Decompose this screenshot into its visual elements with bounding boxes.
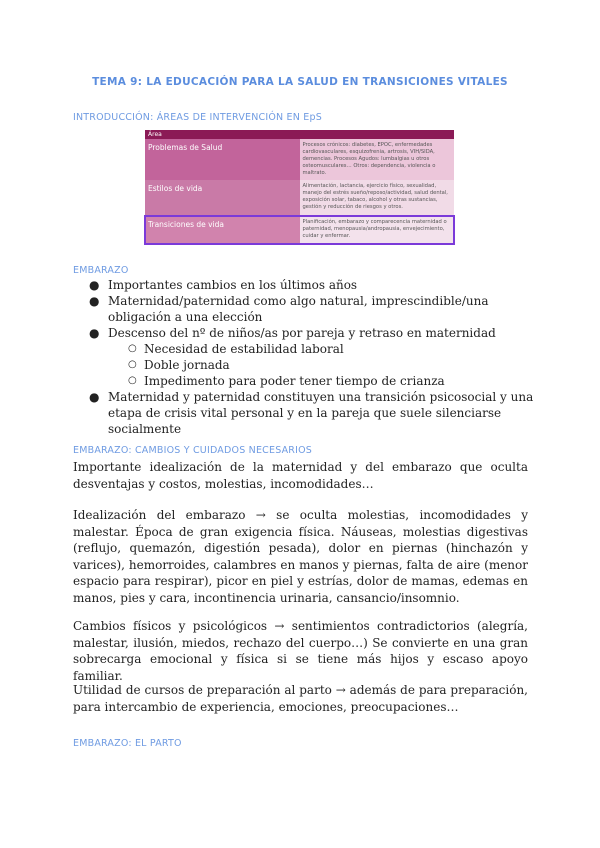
table-cell-desc: Alimentación, lactancia, ejercicio físico, sexualidad, manejo del estrés sueño/reposo/actividad, salud dental, exposición solar, tabaco, alcohol y otras sustancias, gestión y reducción de riesgos y otros. [300,180,455,216]
bullet-icon: ● [89,390,100,404]
paragraph: Utilidad de cursos de preparación al parto → además de para preparación, para intercambio de experiencia, emociones, preocupaciones… [73,683,528,714]
embarazo-bullet-list [78,277,538,437]
table-cell-desc: Procesos crónicos: diabetes, EPOC, enfermedades cardiovasculares, esquizofrenia, artrosis, VIH/SIDA, demencias. Procesos Agudos: lumbalgias u otros osteomusculares… Otros: dependencia, violencia o maltrato. [300,139,455,180]
table-cell-desc: Planificación, embarazo y comparecencia maternidad o paternidad, menopausia/andropausia, envejecimiento, cuidar y enfermar. [300,216,455,244]
table-row [145,180,454,216]
list-item: ● Importantes cambios en los últimos años [89,278,358,292]
parto-heading: EMBARAZO: EL PARTO [73,738,182,749]
cambios-heading: EMBARAZO: CAMBIOS Y CUIDADOS NECESARIOS [73,445,313,456]
bullet-icon: ● [89,326,100,340]
bullet-icon: ● [89,278,100,292]
table-cell-area: Problemas de Salud [145,139,300,180]
intervention-areas-table [145,130,454,244]
paragraph: Idealización del embarazo → se oculta molestias, incomodidades y malestar. Época de gran exigencia física. Náuseas, molestias digestivas (reflujo, quemazón, digestión pesada), dolor en piernas (hinchazón y varices), hemorroides, calambres en manos y piernas, falta de aire (menor espacio para respirar), picor en piel y estrías, dolor de mamas, edemas en manos, pies y cara, incontinencia urinaria, cansancio/insomnio. [73,508,528,605]
list-item: ● Maternidad y paternidad constituyen una transición psicosocial y una etapa de crisis vital personal y en la pareja que suele silenciarse socialmente [89,390,534,436]
table-row-highlighted [145,216,454,244]
bullet-icon: ● [89,294,100,308]
intro-heading: INTRODUCCIÓN: ÁREAS DE INTERVENCIÓN EN EpS [73,112,322,123]
table-cell-area: Estilos de vida [145,180,300,216]
table-row [145,139,454,180]
embarazo-heading: EMBARAZO [73,265,129,276]
sub-list-item: ○ Impedimento para poder tener tiempo de crianza [128,374,445,388]
sub-list-item: ○ Necesidad de estabilidad laboral [128,342,344,356]
list-item: ● Descenso del nº de niños/as por pareja y retraso en maternidad [89,326,496,340]
circle-bullet-icon: ○ [128,359,137,370]
page-title: TEMA 9: LA EDUCACIÓN PARA LA SALUD EN TRANSICIONES VITALES [92,76,508,88]
list-item: ● Maternidad/paternidad como algo natural, imprescindible/una obligación a una elección [89,294,489,324]
table-header: Área [145,130,454,139]
circle-bullet-icon: ○ [128,343,137,354]
circle-bullet-icon: ○ [128,375,137,386]
paragraph: Cambios físicos y psicológicos → sentimientos contradictorios (alegría, malestar, ilusión, miedos, rechazo del cuerpo…) Se convierte en una gran sobrecarga emocional y física si se tiene más hijos y escaso apoyo familiar. [73,619,528,683]
paragraph: Importante idealización de la maternidad y del embarazo que oculta desventajas y costos, molestias, incomodidades… [73,460,528,491]
table-cell-area: Transiciones de vida [145,216,300,244]
sub-list-item: ○ Doble jornada [128,358,230,372]
